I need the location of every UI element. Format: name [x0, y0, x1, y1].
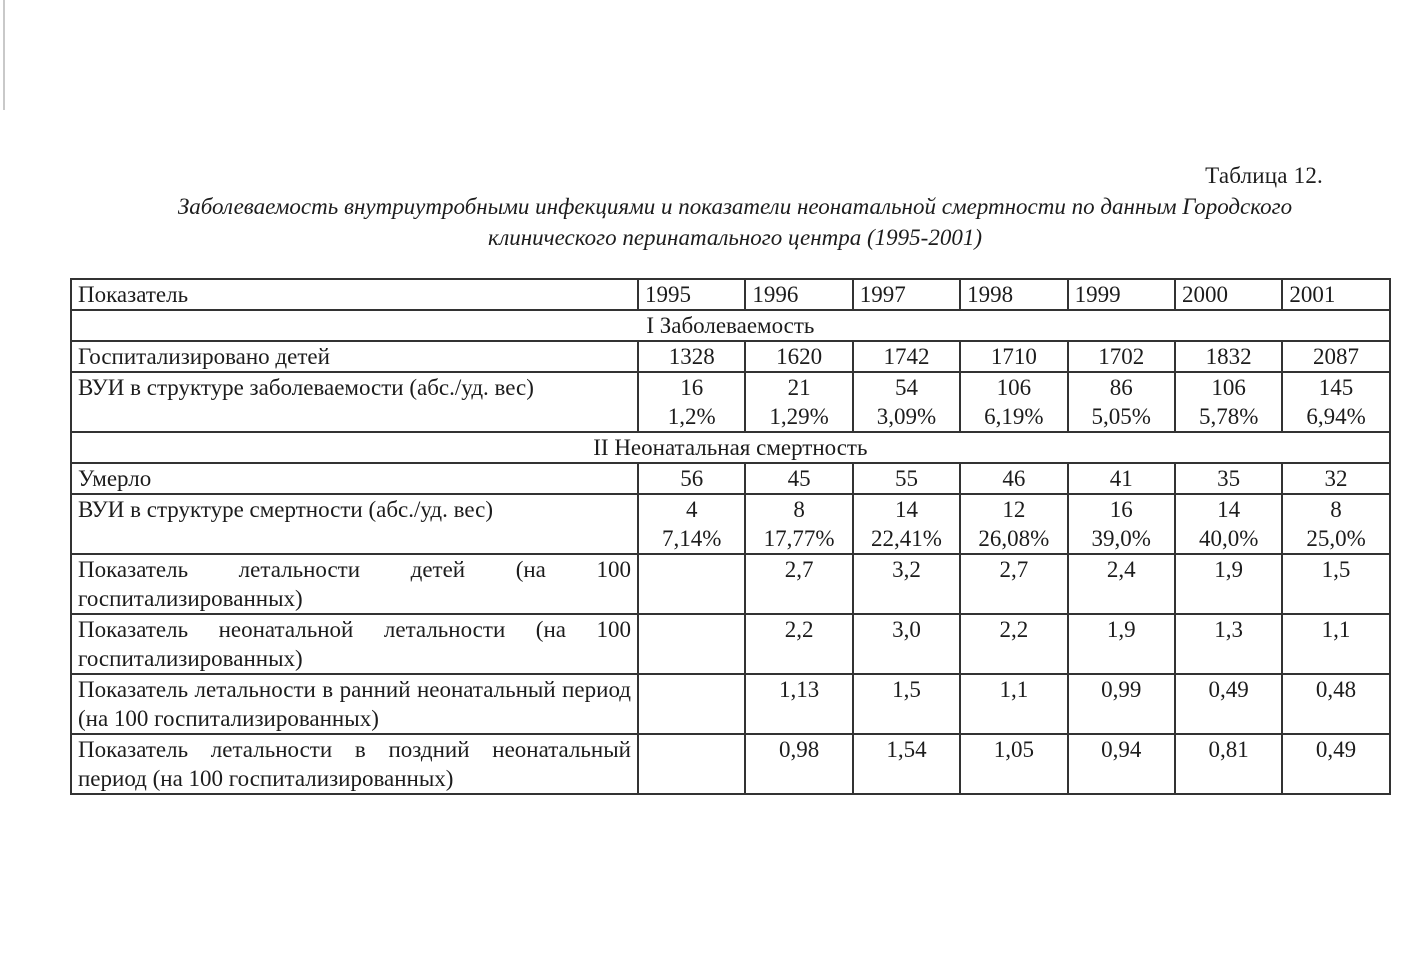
column-header-1995: 1995 [638, 279, 745, 310]
scan-edge-mark [3, 0, 5, 110]
cell-hospitalized-2000: 1832 [1175, 341, 1282, 372]
cell-vui-morbidity-1999 [1068, 372, 1175, 432]
cell-vui-mortality-1995 [638, 494, 745, 554]
cell-lethality-early-1995 [638, 674, 745, 734]
table-row-died [71, 463, 1390, 494]
abs-value: 12 [1002, 497, 1026, 522]
table-row-lethality-late [71, 734, 1390, 794]
cell-vui-morbidity-2000 [1175, 372, 1282, 432]
cell-lethality-children-1996: 2,7 [745, 554, 852, 614]
cell-lethality-neonatal-1996: 2,2 [745, 614, 852, 674]
table-row-vui-mortality [71, 494, 1390, 554]
cell-died-1999: 41 [1068, 463, 1175, 494]
pct-value: 3,09% [876, 404, 937, 429]
cell-vui-mortality-2001 [1282, 494, 1389, 554]
pct-value: 17,77% [763, 526, 835, 551]
column-header-indicator: Показатель [71, 279, 638, 310]
cell-lethality-children-1995 [638, 554, 745, 614]
cell-died-2001: 32 [1282, 463, 1389, 494]
cell-lethality-late-1999: 0,94 [1068, 734, 1175, 794]
cell-hospitalized-1996: 1620 [745, 341, 852, 372]
abs-value: 86 [1109, 375, 1133, 400]
cell-vui-mortality-1996 [745, 494, 852, 554]
pct-value: 1,29% [769, 404, 829, 429]
pct-value: 5,05% [1091, 404, 1151, 429]
cell-lethality-neonatal-1997: 3,0 [853, 614, 960, 674]
cell-lethality-neonatal-1995 [638, 614, 745, 674]
cell-vui-mortality-2000 [1175, 494, 1282, 554]
pct-value: 7,14% [661, 526, 722, 551]
cell-lethality-children-1999: 2,4 [1068, 554, 1175, 614]
row-label-lethality-neonatal: Показатель неонатальной летальности (на 100 госпитализированных) [71, 614, 638, 674]
cell-died-1998: 46 [960, 463, 1067, 494]
cell-hospitalized-1998: 1710 [960, 341, 1067, 372]
cell-died-1996: 45 [745, 463, 852, 494]
cell-lethality-children-1998: 2,7 [960, 554, 1067, 614]
cell-lethality-late-1998: 1,05 [960, 734, 1067, 794]
row-label-died: Умерло [71, 463, 638, 494]
cell-hospitalized-2001: 2087 [1282, 341, 1389, 372]
column-header-1996: 1996 [745, 279, 852, 310]
pct-value: 40,0% [1198, 526, 1259, 551]
cell-lethality-early-1997: 1,5 [853, 674, 960, 734]
pct-value: 39,0% [1091, 526, 1151, 551]
pct-value: 25,0% [1306, 526, 1366, 551]
cell-vui-morbidity-2001 [1282, 372, 1389, 432]
table-number: Таблица 12. [1205, 163, 1323, 188]
cell-lethality-late-2001: 0,49 [1282, 734, 1389, 794]
cell-hospitalized-1997: 1742 [853, 341, 960, 372]
abs-value: 106 [1211, 375, 1246, 400]
section-heading-morbidity: I Заболеваемость [71, 310, 1390, 341]
cell-lethality-neonatal-1998: 2,2 [960, 614, 1067, 674]
column-header-2001: 2001 [1282, 279, 1389, 310]
cell-died-1997: 55 [853, 463, 960, 494]
section-heading-mortality: II Неонатальная смертность [71, 432, 1390, 463]
cell-vui-mortality-1997 [853, 494, 960, 554]
cell-hospitalized-1999: 1702 [1068, 341, 1175, 372]
abs-value: 8 [793, 497, 805, 522]
cell-lethality-late-1995 [638, 734, 745, 794]
row-label-vui-mortality: ВУИ в структуре смертности (абс./уд. вес) [71, 494, 638, 554]
cell-lethality-early-2001: 0,48 [1282, 674, 1389, 734]
row-label-lethality-late: Показатель летальности в поздний неонатальный период (на 100 госпитализированных) [71, 734, 638, 794]
section-row-morbidity [71, 310, 1390, 341]
cell-vui-morbidity-1995 [638, 372, 745, 432]
table-row-lethality-children [71, 554, 1390, 614]
cell-vui-morbidity-1997 [853, 372, 960, 432]
cell-vui-morbidity-1998 [960, 372, 1067, 432]
cell-lethality-children-1997: 3,2 [853, 554, 960, 614]
abs-value: 4 [685, 497, 698, 522]
cell-vui-morbidity-1996 [745, 372, 852, 432]
column-header-1997: 1997 [853, 279, 960, 310]
cell-lethality-early-1996: 1,13 [745, 674, 852, 734]
cell-vui-mortality-1998 [960, 494, 1067, 554]
cell-hospitalized-1995: 1328 [638, 341, 745, 372]
cell-lethality-late-1996: 0,98 [745, 734, 852, 794]
row-label-vui-morbidity: ВУИ в структуре заболеваемости (абс./уд. вес) [71, 372, 638, 432]
column-header-1998: 1998 [960, 279, 1067, 310]
caption-line-2: клинического перинатального центра (1995-2001) [487, 225, 983, 250]
abs-value: 54 [894, 375, 918, 400]
caption-line-1: Заболеваемость внутриутробными инфекциями и показатели неонатальной смертности по данным Городского [177, 194, 1293, 219]
abs-value: 106 [996, 375, 1032, 400]
row-label-hospitalized: Госпитализировано детей [71, 341, 638, 372]
column-header-1999: 1999 [1068, 279, 1175, 310]
cell-lethality-early-1999: 0,99 [1068, 674, 1175, 734]
pct-value: 26,08% [978, 526, 1050, 551]
cell-lethality-late-1997: 1,54 [853, 734, 960, 794]
table-row-lethality-early [71, 674, 1390, 734]
row-label-lethality-early: Показатель летальности в ранний неонатальный период (на 100 госпитализированных) [71, 674, 638, 734]
abs-value: 8 [1330, 497, 1342, 522]
abs-value: 21 [787, 375, 811, 400]
table-row-vui-morbidity [71, 372, 1390, 432]
pct-value: 22,41% [871, 526, 942, 551]
table-row-lethality-neonatal [71, 614, 1390, 674]
abs-value: 16 [1109, 497, 1133, 522]
cell-died-2000: 35 [1175, 463, 1282, 494]
cell-lethality-late-2000: 0,81 [1175, 734, 1282, 794]
pct-value: 6,94% [1306, 404, 1366, 429]
cell-lethality-children-2001: 1,5 [1282, 554, 1389, 614]
column-header-2000: 2000 [1175, 279, 1282, 310]
abs-value: 16 [680, 375, 704, 400]
cell-lethality-early-2000: 0,49 [1175, 674, 1282, 734]
cell-lethality-children-2000: 1,9 [1175, 554, 1282, 614]
pct-value: 5,78% [1198, 404, 1259, 429]
abs-value: 145 [1318, 375, 1354, 400]
header-row [71, 279, 1390, 310]
table-caption [60, 191, 1410, 253]
cell-lethality-early-1998: 1,1 [960, 674, 1067, 734]
table-row-hospitalized [71, 341, 1390, 372]
abs-value: 14 [1217, 497, 1241, 522]
cell-lethality-neonatal-2000: 1,3 [1175, 614, 1282, 674]
pct-value: 1,2% [667, 404, 716, 429]
section-row-mortality [71, 432, 1390, 463]
data-table [70, 278, 1391, 795]
cell-lethality-neonatal-2001: 1,1 [1282, 614, 1389, 674]
cell-died-1995: 56 [638, 463, 745, 494]
abs-value: 14 [894, 497, 918, 522]
row-label-lethality-children: Показатель летальности детей (на 100 госпитализированных) [71, 554, 638, 614]
cell-lethality-neonatal-1999: 1,9 [1068, 614, 1175, 674]
cell-vui-mortality-1999 [1068, 494, 1175, 554]
pct-value: 6,19% [984, 404, 1044, 429]
